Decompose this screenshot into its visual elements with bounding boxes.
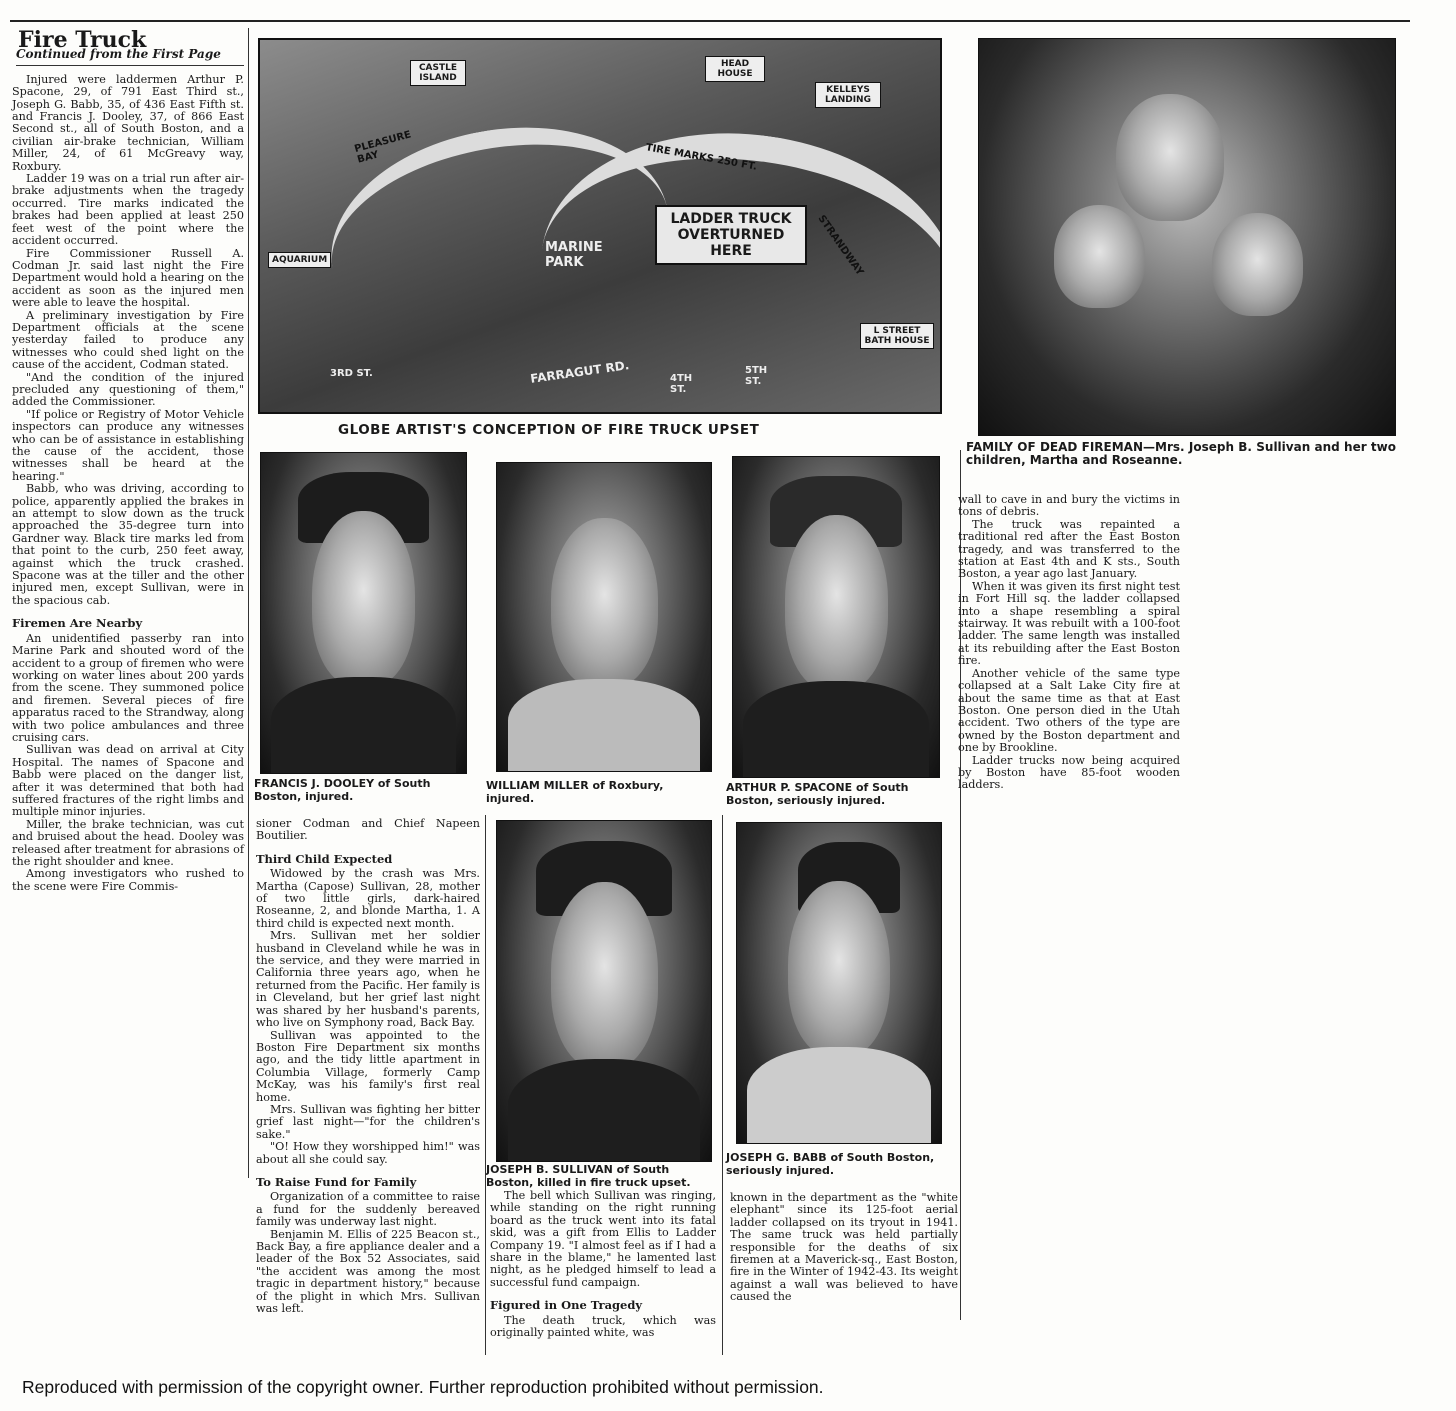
paragraph: The truck was repainted a traditional red after the East Boston tragedy, and was transferred to the station at East 4th and K sts., South Boston, a year ago last January. [958, 517, 1180, 581]
section-subhead: Third Child Expected [256, 851, 393, 866]
column-divider [485, 815, 486, 1355]
map-label-5th-st: 5TH ST. [745, 365, 768, 387]
paragraph: Ladder trucks now being acquired by Boston have 85-foot wooden ladders. [958, 753, 1180, 792]
paragraph: known in the department as the "white elephant" since its 125-foot aerial ladder collapsed on its tryout in 1941. The same truck was held partially responsible for the deaths of six firemen at a Maverick-sq., East Boston, fire in the Winter of 1942-43. Its weight against a wall was believed to have caused the [730, 1191, 958, 1304]
paragraph: Miller, the brake technician, was cut and bruised about the head. Dooley was released after treatment for abrasions of the right shoulder and knee. [12, 817, 244, 868]
paragraph: The bell which Sullivan was ringing, while standing on the right running board as the truck went into its fatal skid, was a gift from Ellis to Ladder Company 19. "I almost feel as if I had a share in the blame," he lamented last night, as he pledged himself to lead a successful fund campaign. [490, 1189, 716, 1289]
family-photo-caption: FAMILY OF DEAD FIREMAN—Mrs. Joseph B. Sullivan and her two children, Martha and Roseanne. [966, 440, 1396, 467]
map-label-4th-st: 4TH ST. [670, 373, 693, 395]
paragraph: Mrs. Sullivan was fighting her bitter grief last night—"for the children's sake." [256, 1102, 480, 1141]
spacone-caption: ARTHUR P. SPACONE of South Boston, seriously injured. [726, 781, 909, 807]
paragraph: The death truck, which was originally painted white, was [490, 1313, 716, 1340]
sullivan-photo [496, 820, 712, 1162]
paragraph: Another vehicle of the same type collapsed at a Salt Lake City fire at about the same time as that at East Boston. One person died in the Utah accident. Two others of the type are owned by the Boston department and one by Brookline. [958, 666, 1180, 755]
miller-photo [496, 462, 712, 772]
copyright-notice: Reproduced with permission of the copyright owner. Further reproduction prohibited without permission. [22, 1377, 824, 1397]
paragraph: "If police or Registry of Motor Vehicle inspectors can produce any witnesses who can be of assistance in establishing the cause of the accident, those witnesses shall be heard at the hearing." [12, 407, 244, 483]
spacone-photo [732, 456, 940, 778]
paragraph: Benjamin M. Ellis of 225 Beacon st., Back Bay, a fire appliance dealer and a leader of the Box 52 Associates, said "the accident was among the most tragic in department history," because of the plight in which Mrs. Sullivan was left. [256, 1227, 480, 1316]
column-divider [722, 815, 723, 1355]
dooley-caption: FRANCIS J. DOOLEY of South Boston, injured. [254, 777, 431, 803]
map-label-farragut-rd: FARRAGUT RD. [529, 358, 631, 386]
column-3 [490, 1190, 716, 1339]
section-subhead: To Raise Fund for Family [256, 1174, 417, 1189]
map-label-head-house: HEAD HOUSE [705, 56, 765, 82]
paragraph: Mrs. Sullivan met her soldier husband in Cleveland while he was in the service, and they were married in California three years ago, when he returned from the Pacific. Her family is in Cleveland, but her grief last night was shared by her husband's parents, who live on Symphony road, Back Bay. [256, 929, 480, 1030]
map-label-aquarium: AQUARIUM [268, 252, 331, 268]
map-label-pleasure-bay: PLEASURE BAY [353, 129, 413, 166]
paragraph: Sullivan was dead on arrival at City Hospital. The names of Spacone and Babb were placed on the danger list, after it was determined that both had suffered fractures of the right limbs and multiple minor injuries. [12, 743, 244, 819]
paragraph: A preliminary investigation by Fire Department officials at the scene yesterday failed to produce any witnesses who could shed light on the cause of the accident, Codman stated. [12, 308, 244, 372]
paragraph: Fire Commissioner Russell A. Codman Jr. said last night the Fire Department would hold a hearing on the accident as soon as the injured men were able to leave the hospital. [12, 246, 244, 310]
map-label-strandway: STRANDWAY [815, 213, 866, 278]
paragraph: Among investigators who rushed to the scene were Fire Commis- [12, 867, 244, 893]
dooley-photo [260, 452, 467, 774]
column-2 [256, 818, 480, 1315]
paragraph: Babb, who was driving, according to police, apparently applied the brakes in an attempt to slow down as the truck approached the 35-degree turn into Gardner way. Black tire marks led from that point to the curb, 250 feet away, against which the truck crashed. Spacone was at the tiller and the other injured men, except Sullivan, were in the spacious cab. [12, 482, 244, 607]
miller-caption: WILLIAM MILLER of Roxbury, injured. [486, 779, 664, 805]
column-4 [730, 1192, 958, 1304]
section-subhead: Firemen Are Nearby [12, 616, 143, 631]
column-1 [12, 27, 244, 893]
column-divider [248, 28, 249, 1178]
article-headline: Fire Truck [18, 27, 147, 53]
map-label-kelleys-landing: KELLEYS LANDING [815, 82, 881, 108]
paragraph: An unidentified passerby ran into Marine Park and shouted word of the accident to a group of firemen who were working on water lines about 200 yards from the scene. They summoned police and firemen. Several pieces of fire apparatus raced to the Strandway, along with two police ambulances and three cruising cars. [12, 631, 244, 744]
paragraph: sioner Codman and Chief Napeen Boutilier. [256, 817, 480, 843]
map-label-truck-overturned: LADDER TRUCK OVERTURNED HERE [655, 205, 807, 265]
top-rule [10, 20, 1410, 22]
paragraph: Ladder 19 was on a trial run after air-brake adjustments when the tragedy occurred. Tire marks indicated the brakes had been applied at least 250 feet west of the point where the accident occurred. [12, 172, 244, 248]
paragraph: Organization of a committee to raise a fund for the suddenly bereaved family was underway last night. [256, 1190, 480, 1229]
paragraph: When it was given its first night test in Fort Hill sq. the ladder collapsed into a shape resembling a spiral stairway. It was rebuilt with a 100-foot ladder. The same length was installed at its rebuilding after the East Boston fire. [958, 579, 1180, 668]
sullivan-caption: JOSEPH B. SULLIVAN of South Boston, killed in fire truck upset. [486, 1163, 691, 1189]
paragraph: wall to cave in and bury the victims in tons of debris. [958, 493, 1180, 519]
paragraph: Sullivan was appointed to the Boston Fire Department six months ago, and the tidy little apartment in Columbia Village, formerly Camp McKay, was his family's first real home. [256, 1028, 480, 1104]
map-illustration [258, 38, 942, 414]
map-label-castle-island: CASTLE ISLAND [410, 60, 466, 86]
paragraph: "And the condition of the injured precluded any questioning of them," added the Commissioner. [12, 370, 244, 409]
paragraph: Widowed by the crash was Mrs. Martha (Capose) Sullivan, 28, mother of two little girls, dark-haired Roseanne, 2, and blonde Martha, 1. A third child is expected next month. [256, 867, 480, 930]
column-5 [958, 494, 1180, 792]
paragraph: "O! How they worshipped him!" was about all she could say. [256, 1140, 480, 1166]
babb-photo [736, 822, 942, 1144]
paragraph: Injured were laddermen Arthur P. Spacone, 29, of 791 East Third st., Joseph G. Babb, 35, of 436 East Fifth st. and Francis J. Dooley, 37, of 866 East Second st., all of South Boston, and a civilian air-brake technician, William Miller, 24, of 61 McGreavy way, Roxbury. [12, 72, 244, 173]
map-label-marine-park: MARINE PARK [545, 240, 603, 270]
family-photo [978, 38, 1396, 436]
section-subhead: Figured in One Tragedy [490, 1298, 643, 1313]
map-caption: GLOBE ARTIST'S CONCEPTION OF FIRE TRUCK UPSET [338, 422, 760, 438]
babb-caption: JOSEPH G. BABB of South Boston, seriously injured. [726, 1151, 935, 1177]
map-label-l-street-bath-house: L STREET BATH HOUSE [860, 323, 934, 349]
article-subhead: Continued from the First Page [16, 48, 244, 65]
map-label-tire-marks: TIRE MARKS 250 FT. [644, 142, 758, 173]
map-label-3rd-st: 3RD ST. [330, 368, 373, 379]
